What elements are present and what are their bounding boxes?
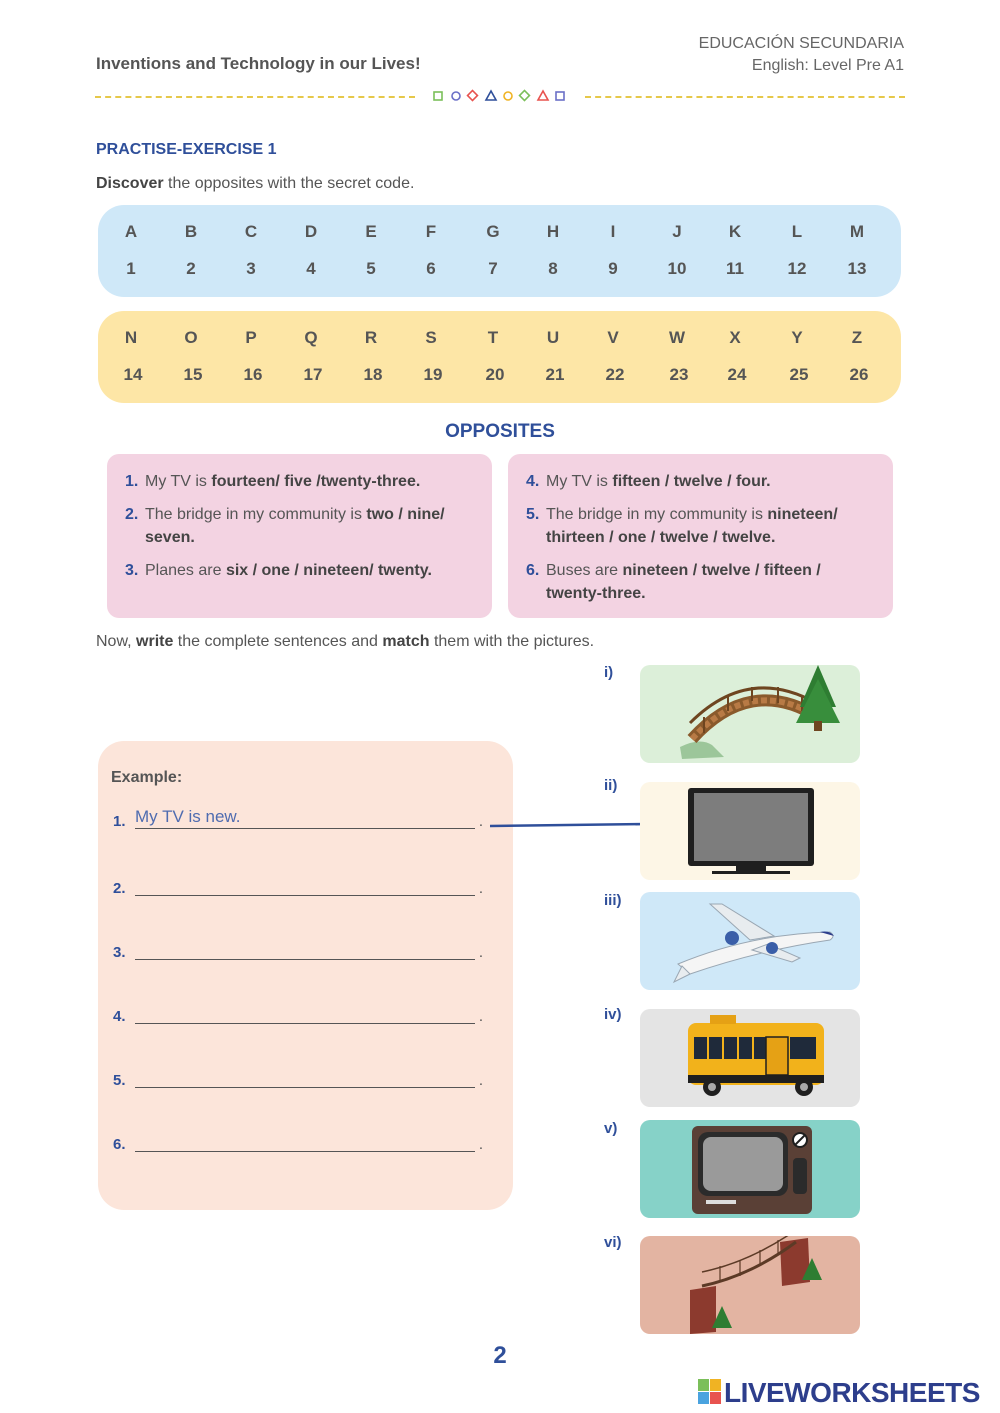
small-bridge-icon [640, 665, 860, 763]
code-number: 6 [426, 259, 436, 278]
item-number: 4. [526, 473, 540, 490]
item-text: Planes are six / one / nineteen/ twenty. [145, 562, 432, 579]
example-label: Example: [111, 769, 183, 786]
code-letter: W [668, 328, 686, 347]
code-letter: K [728, 222, 742, 241]
exercise-instruction: Discover the opposites with the secret code. [96, 175, 415, 192]
answer-number: 2. [113, 880, 126, 897]
item-number: 6. [526, 562, 540, 579]
code-number: 12 [787, 259, 807, 278]
answer-period: . [478, 880, 483, 897]
code-number: 5 [366, 259, 376, 278]
opposite-item [125, 503, 474, 549]
code-letter: X [729, 328, 741, 347]
item-number: 5. [526, 506, 540, 523]
opposites-box-left [107, 454, 492, 618]
code-number: 3 [246, 259, 256, 278]
answer-line-1[interactable] [113, 806, 483, 830]
answer-line-2[interactable] [113, 873, 483, 897]
code-number: 25 [789, 365, 809, 384]
code-number: 1 [126, 259, 136, 278]
code-letter: E [365, 222, 377, 241]
picture-label: i) [604, 664, 614, 681]
code-letter: O [184, 328, 198, 347]
plane-icon [640, 892, 860, 990]
answer-period: . [478, 1008, 483, 1025]
answer-period: . [478, 813, 483, 830]
answer-line-4[interactable] [113, 1001, 483, 1025]
secret-code: nineteen/ thirteen / one / twelve / twelve. [546, 506, 838, 546]
code-number: 19 [423, 365, 443, 384]
secret-code: two / nine/ seven. [145, 506, 445, 546]
code-number: 11 [726, 259, 744, 278]
picture-5[interactable] [640, 1120, 860, 1218]
code-number: 4 [306, 259, 316, 278]
answer-underline [135, 959, 475, 960]
old-tv-icon [640, 1120, 860, 1218]
code-number: 9 [608, 259, 618, 278]
opposite-item [125, 470, 474, 493]
picture-label: ii) [604, 777, 618, 794]
opposites-title: OPPOSITES [445, 421, 555, 442]
item-number: 1. [125, 473, 139, 490]
secret-code-row-n-z [98, 311, 901, 403]
english-level: English: Level Pre A1 [751, 57, 904, 74]
worksheet-title: Inventions and Technology in our Lives! [96, 54, 421, 73]
answer-text[interactable]: My TV is new. [135, 807, 241, 826]
course-info [699, 33, 904, 77]
answer-period: . [478, 1072, 483, 1089]
code-letter: I [610, 222, 616, 241]
code-number: 7 [488, 259, 498, 278]
opposite-item [526, 559, 875, 605]
code-number: 26 [849, 365, 869, 384]
answer-number: 1. [113, 813, 126, 830]
opposite-item [526, 503, 875, 549]
code-letter: M [849, 222, 865, 241]
picture-label: v) [604, 1120, 618, 1137]
liveworksheets-logo-icon [698, 1379, 722, 1405]
liveworksheets-logo-text: LIVEWORKSHEETS [724, 1377, 980, 1408]
item-text: My TV is fourteen/ five /twenty-three. [145, 473, 421, 490]
secret-code: six / one / nineteen/ twenty. [225, 562, 432, 579]
decorative-shapes-icon [432, 89, 568, 103]
code-letter: Y [791, 328, 803, 347]
answer-number: 4. [113, 1008, 126, 1025]
code-letter: J [672, 222, 682, 241]
new-tv-icon [640, 782, 860, 880]
secret-code-row-a-m [98, 205, 901, 297]
code-letter: D [304, 222, 318, 241]
code-number: 24 [727, 365, 747, 384]
code-letter: S [425, 328, 437, 347]
code-letter: Q [304, 328, 318, 347]
secret-code: nineteen / twelve / fifteen / twenty-three. [546, 562, 821, 602]
code-letter: P [245, 328, 257, 347]
code-letter: F [425, 222, 437, 241]
divider-right [585, 96, 905, 98]
answer-line-3[interactable] [113, 937, 483, 961]
exercise-title: PRACTISE-EXERCISE 1 [96, 141, 277, 158]
item-text: The bridge in my community is nineteen/ thirteen / one / twelve / twelve. [546, 506, 838, 546]
answer-period: . [478, 944, 483, 961]
code-number: 22 [605, 365, 625, 384]
picture-1[interactable] [640, 665, 860, 763]
secret-code: fourteen/ five /twenty-three. [211, 473, 421, 490]
school-level: EDUCACIÓN SECUNDARIA [698, 35, 904, 52]
code-letter: C [244, 222, 258, 241]
answer-underline [135, 1087, 475, 1088]
opposite-item [526, 470, 875, 493]
item-text: The bridge in my community is two / nine/ seven. [145, 506, 445, 546]
item-number: 3. [125, 562, 139, 579]
code-letter: A [124, 222, 138, 241]
code-number: 15 [183, 365, 203, 384]
page-number: 2 [493, 1342, 507, 1369]
answer-number: 6. [113, 1136, 126, 1153]
answer-underline [135, 1151, 475, 1152]
code-letter: R [364, 328, 378, 347]
answer-line-5[interactable] [113, 1065, 483, 1089]
answer-number: 5. [113, 1072, 126, 1089]
code-number: 14 [123, 365, 143, 384]
secret-code: fifteen / twelve / four. [612, 473, 771, 490]
picture-label: iv) [604, 1006, 622, 1023]
code-letter: G [486, 222, 500, 241]
code-letter: T [487, 328, 499, 347]
divider-left [95, 96, 415, 98]
code-number: 18 [363, 365, 383, 384]
answer-underline [135, 828, 475, 829]
code-number: 10 [667, 259, 687, 278]
code-number: 16 [243, 365, 263, 384]
code-number: 17 [303, 365, 323, 384]
picture-3[interactable] [640, 892, 860, 990]
code-number: 20 [485, 365, 505, 384]
picture-label: iii) [604, 892, 622, 909]
bus-icon [640, 1009, 860, 1107]
answer-number: 3. [113, 944, 126, 961]
matching-instruction: Now, write the complete sentences and match them with the pictures. [96, 633, 595, 650]
code-number: 2 [186, 259, 196, 278]
code-letter: H [546, 222, 560, 241]
picture-4[interactable] [640, 1009, 860, 1107]
picture-label: vi) [604, 1234, 622, 1251]
answer-line-6[interactable] [113, 1129, 483, 1153]
opposite-item [125, 559, 474, 582]
picture-6[interactable] [640, 1236, 860, 1334]
picture-2[interactable] [640, 782, 860, 880]
code-letter: N [124, 328, 138, 347]
code-letter: U [546, 328, 560, 347]
code-number: 21 [545, 365, 565, 384]
item-text: My TV is fifteen / twelve / four. [546, 473, 771, 490]
item-number: 2. [125, 506, 139, 523]
code-letter: B [184, 222, 198, 241]
answer-underline [135, 1023, 475, 1024]
long-bridge-icon [640, 1236, 860, 1334]
answer-underline [135, 895, 475, 896]
code-letter: Z [851, 328, 863, 347]
answer-period: . [478, 1136, 483, 1153]
code-number: 8 [548, 259, 558, 278]
opposites-box-right [508, 454, 893, 618]
code-number: 13 [847, 259, 867, 278]
code-number: 23 [669, 365, 689, 384]
item-text: Buses are nineteen / twelve / fifteen / twenty-three. [546, 562, 821, 602]
code-letter: V [607, 328, 619, 347]
code-letter: L [791, 222, 803, 241]
